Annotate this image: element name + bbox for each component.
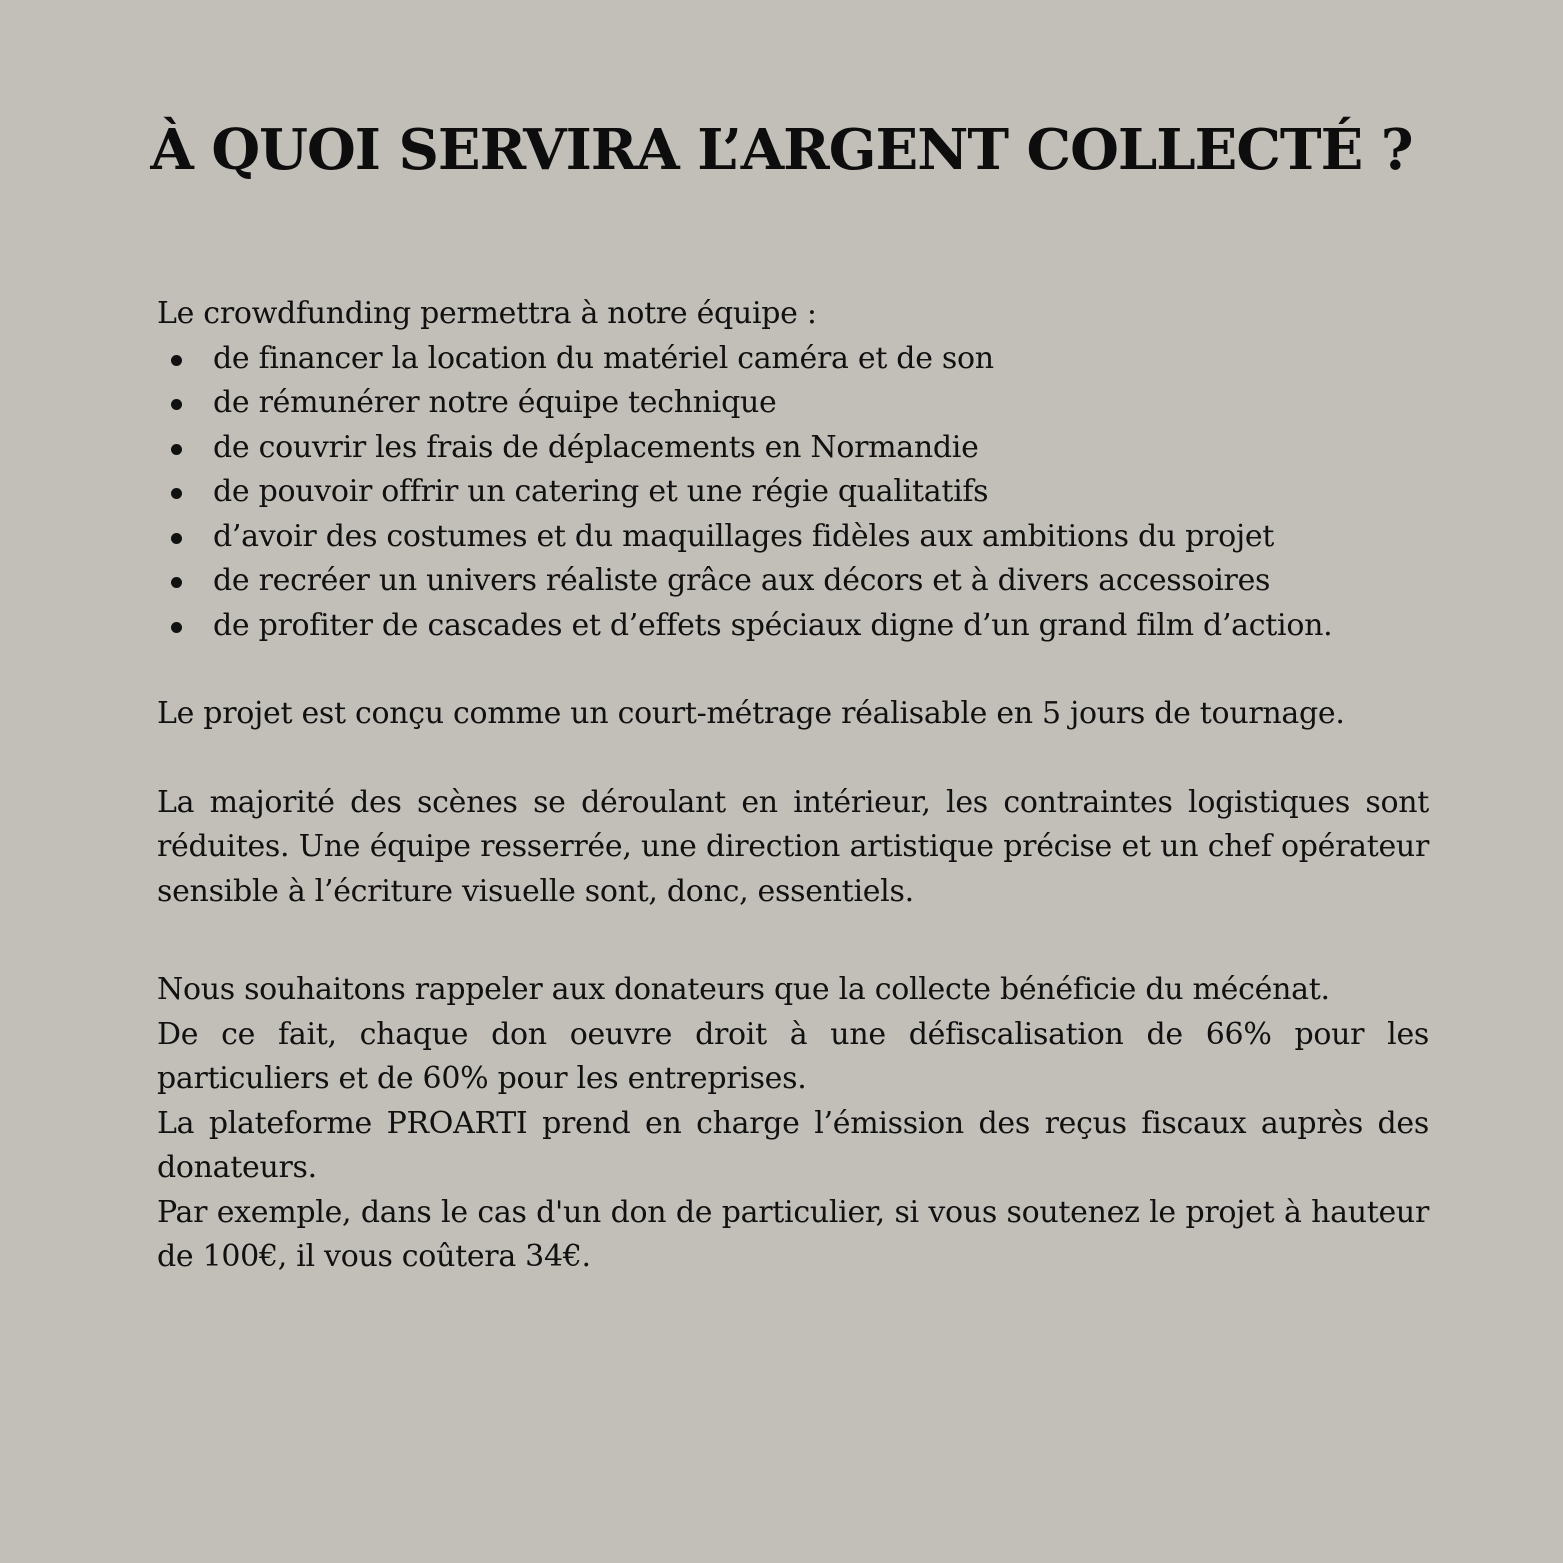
list-item [157,604,1429,649]
list-item-text: d’avoir des costumes et du maquillages fidèles aux ambitions du projet [213,518,1275,554]
list-item [157,470,1429,515]
bullet-icon [171,577,182,588]
list-item-text: de couvrir les frais de déplacements en Normandie [213,429,979,465]
patronage-section [157,968,1429,1280]
main-content [157,292,1429,1280]
bullet-icon [171,488,182,499]
funding-uses-list [157,337,1429,649]
bullet-icon [171,399,182,410]
bullet-icon [171,533,182,544]
tax-receipt-line: La plateforme PROARTI prend en charge l’émission des reçus fiscaux auprès des donateurs. [157,1105,1429,1185]
list-item-text: de pouvoir offrir un catering et une régie qualitatifs [213,474,989,509]
bullet-icon [171,622,182,633]
list-item [157,426,1429,471]
page-title: À QUOI SERVIRA L’ARGENT COLLECTÉ ? [150,117,1413,183]
list-item [157,337,1429,382]
tax-deduction-line: De ce fait, chaque don oeuvre droit à une défiscalisation de 66% pour les particuliers et de 60% pour les entreprises. [157,1016,1429,1096]
shooting-schedule-paragraph: Le projet est conçu comme un court-métrage réalisable en 5 jours de tournage. [157,696,1345,731]
list-item-text: de recréer un univers réaliste grâce aux décors et à divers accessoires [213,563,1271,598]
patronage-line: Nous souhaitons rappeler aux donateurs que la collecte bénéficie du mécénat. [157,972,1330,1007]
list-item [157,515,1429,560]
list-item-text: de financer la location du matériel caméra et de son [213,340,994,376]
list-item-text: de profiter de cascades et d’effets spéciaux digne d’un grand film d’action. [213,607,1333,643]
list-item-text: de rémunérer notre équipe technique [213,385,777,420]
intro-text: Le crowdfunding permettra à notre équipe : [157,296,817,331]
list-item [157,381,1429,426]
bullet-icon [171,355,182,366]
bullet-icon [171,444,182,455]
donation-example-line: Par exemple, dans le cas d'un don de particulier, si vous soutenez le projet à hauteur de 100€, il vous coûtera 34€. [157,1194,1429,1274]
list-item [157,559,1429,604]
logistics-paragraph: La majorité des scènes se déroulant en intérieur, les contraintes logistiques sont réduites. Une équipe resserrée, une direction artistique précise et un chef opérateur sensible à l’écriture visuelle sont, donc, essentiels. [157,784,1429,909]
